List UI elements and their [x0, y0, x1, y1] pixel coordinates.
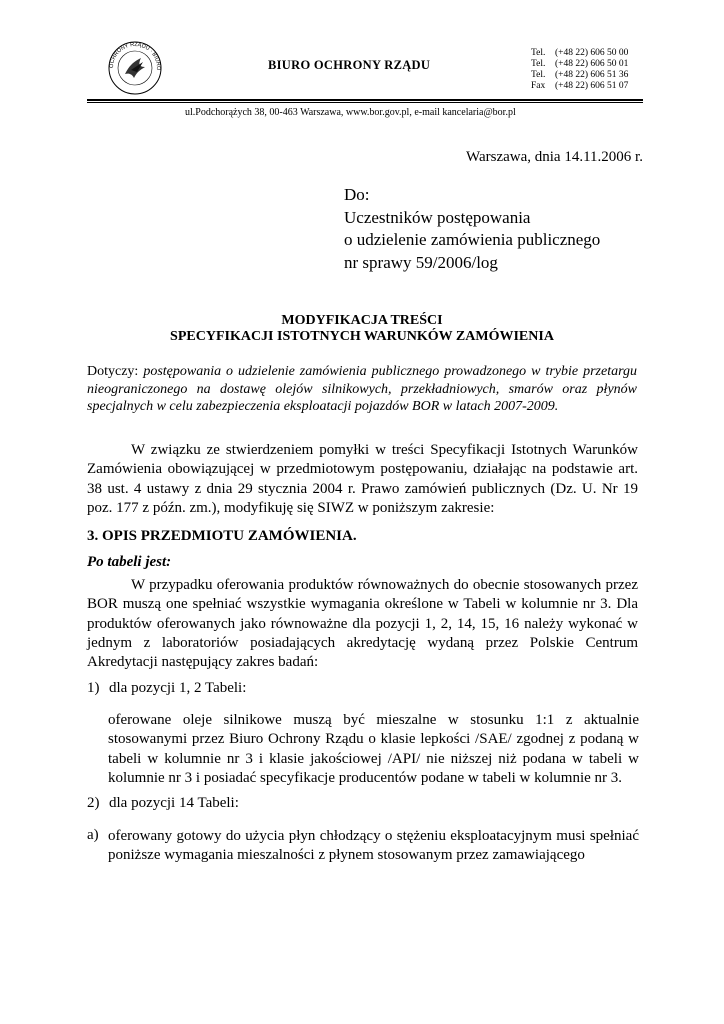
title-line: MODYFIKACJA TREŚCI	[281, 313, 443, 328]
contact-block	[531, 48, 628, 92]
regarding-paragraph	[87, 363, 637, 416]
regarding-text: postępowania o udzielenie zamówienia publicznego prowadzonego w trybie przetargu nieograniczonego na dostawę olejów silnikowych, przekładniowych, smarów oraz płynów specjalnych w celu zabezpieczenia eksploatacji pojazdów BOR w latach 2007-2009.	[87, 364, 638, 414]
section-paragraph	[87, 576, 638, 672]
recipient-block	[344, 184, 600, 274]
recipient-line: nr sprawy 59/2006/log	[344, 252, 498, 272]
list-item	[87, 680, 246, 697]
section-subheading: Po tabeli jest:	[87, 554, 172, 570]
regarding-label: Dotyczy:	[87, 364, 139, 379]
contact-row	[531, 48, 628, 59]
list-item	[87, 795, 239, 812]
logo-ring-text: OCHRONY RZĄDU · BIURO	[108, 41, 162, 71]
list-number: 1)	[87, 680, 100, 696]
contact-value: (+48 22) 606 51 07	[555, 81, 629, 91]
list-label: dla pozycji 1, 2 Tabeli:	[109, 680, 247, 696]
eagle-emblem-logo	[107, 40, 163, 96]
contact-value: (+48 22) 606 50 01	[555, 59, 629, 69]
contact-row	[531, 81, 628, 92]
address-line: ul.Podchorążych 38, 00-463 Warszawa, www.bor.gov.pl, e-mail kancelaria@bor.pl	[185, 107, 516, 118]
list-number: a)	[87, 827, 99, 843]
header-rule	[87, 99, 643, 101]
list-item-text: oferowany gotowy do użycia płyn chłodzący o stężeniu eksploatacyjnym musi spełniać poniższe wymagania mieszalności z płynem stosowanym przez zamawiającego	[108, 828, 639, 864]
recipient-line: Uczestników postępowania	[344, 207, 531, 227]
section-text: W przypadku oferowania produktów równoważnych do obecnie stosowanych przez BOR muszą one spełniać wszystkie wymagania określone w Tabeli w kolumnie nr 3. Dla produktów oferowanych jako równoważne dla pozycji 1, 2, 14, 15, 16 należy wykonać w jednym z laboratoriów posiadających akredytację wydaną przez Polskie Centrum Akredytacji następujący zakres badań:	[87, 577, 638, 671]
list-item-text: oferowane oleje silnikowe muszą być mieszalne w stosunku 1:1 z aktualnie stosowanymi przez Biuro Ochrony Rządu o klasie lepkości /SAE/ zgodnej z podaną w tabeli w kolumnie nr 3 i klasie jakościowej /API/ nie niższej niż podana w tabeli w kolumnie nr 3 i posiadać specyfikacje producentów podane w tabeli w kolumnie nr 3.	[108, 712, 639, 786]
list-label: dla pozycji 14 Tabeli:	[109, 795, 239, 811]
section-heading: 3. OPIS PRZEDMIOTU ZAMÓWIENIA.	[87, 528, 357, 544]
date-line: Warszawa, dnia 14.11.2006 r.	[466, 149, 643, 165]
contact-value: (+48 22) 606 51 36	[555, 70, 629, 80]
contact-label: Fax	[531, 81, 546, 91]
contact-label: Tel.	[531, 48, 546, 58]
intro-text: W związku ze stwierdzeniem pomyłki w treści Specyfikacji Istotnych Warunków Zamówienia obowiązującej w przedmiotowym postępowaniu, działając na podstawie art. 38 ust. 4 ustawy z dnia 29 stycznia 2004 r. Prawo zamówień publicznych (Dz. U. Nr 19 poz. 177 z późn. zm.), modyfikuję się SIWZ w poniższym zakresie:	[87, 442, 638, 516]
contact-row	[531, 59, 628, 70]
document-title	[87, 313, 637, 345]
contact-value: (+48 22) 606 50 00	[555, 48, 629, 58]
header-rule-thin	[87, 102, 643, 103]
contact-row	[531, 70, 628, 81]
list-number: 2)	[87, 795, 100, 811]
recipient-line: o udzielenie zamówienia publicznego	[344, 230, 601, 249]
recipient-line: Do:	[344, 185, 370, 204]
contact-label: Tel.	[531, 70, 546, 80]
organization-name: BIURO OCHRONY RZĄDU	[268, 58, 431, 72]
contact-label: Tel.	[531, 59, 546, 69]
title-line: SPECYFIKACJI ISTOTNYCH WARUNKÓW ZAMÓWIENIA	[170, 329, 554, 344]
intro-paragraph	[87, 441, 638, 518]
